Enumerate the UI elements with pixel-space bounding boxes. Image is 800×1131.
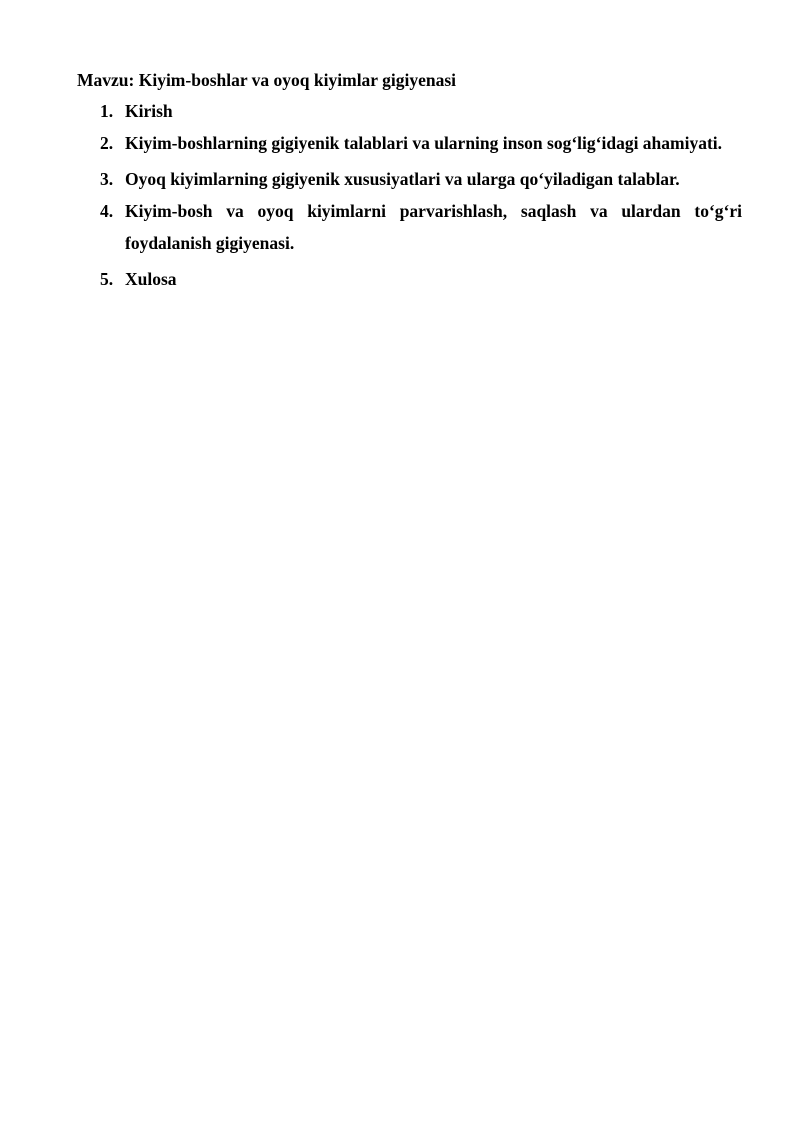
topic-outline-list: [77, 99, 742, 291]
outline-item-number: 2.: [100, 133, 114, 153]
outline-item-5: [77, 267, 742, 291]
outline-item-number: 5.: [100, 269, 114, 289]
outline-item-4: [77, 199, 742, 259]
outline-item-2: [77, 131, 742, 159]
outline-item-text: Xulosa: [125, 269, 177, 289]
document-title: Mavzu: Kiyim-boshlar va oyoq kiyimlar gigiyenasi: [77, 70, 457, 90]
outline-item-number: 4.: [100, 201, 114, 221]
document-content: [77, 68, 742, 299]
outline-item-text: Kirish: [125, 101, 173, 121]
outline-item-text: Oyoq kiyimlarning gigiyenik xususiyatlari va ularga qo‘yiladigan talablar.: [125, 169, 680, 189]
outline-item-3: [77, 167, 742, 191]
outline-item-1: [77, 99, 742, 123]
outline-item-number: 3.: [100, 169, 114, 189]
outline-item-text: Kiyim-bosh va oyoq kiyimlarni parvarishlash, saqlash va ulardan to‘g‘ri foydalanish gigiyenasi.: [125, 201, 742, 253]
outline-item-number: 1.: [100, 101, 114, 121]
outline-item-text: Kiyim-boshlarning gigiyenik talablari va ularning inson sog‘lig‘idagi ahamiyati.: [125, 133, 723, 153]
